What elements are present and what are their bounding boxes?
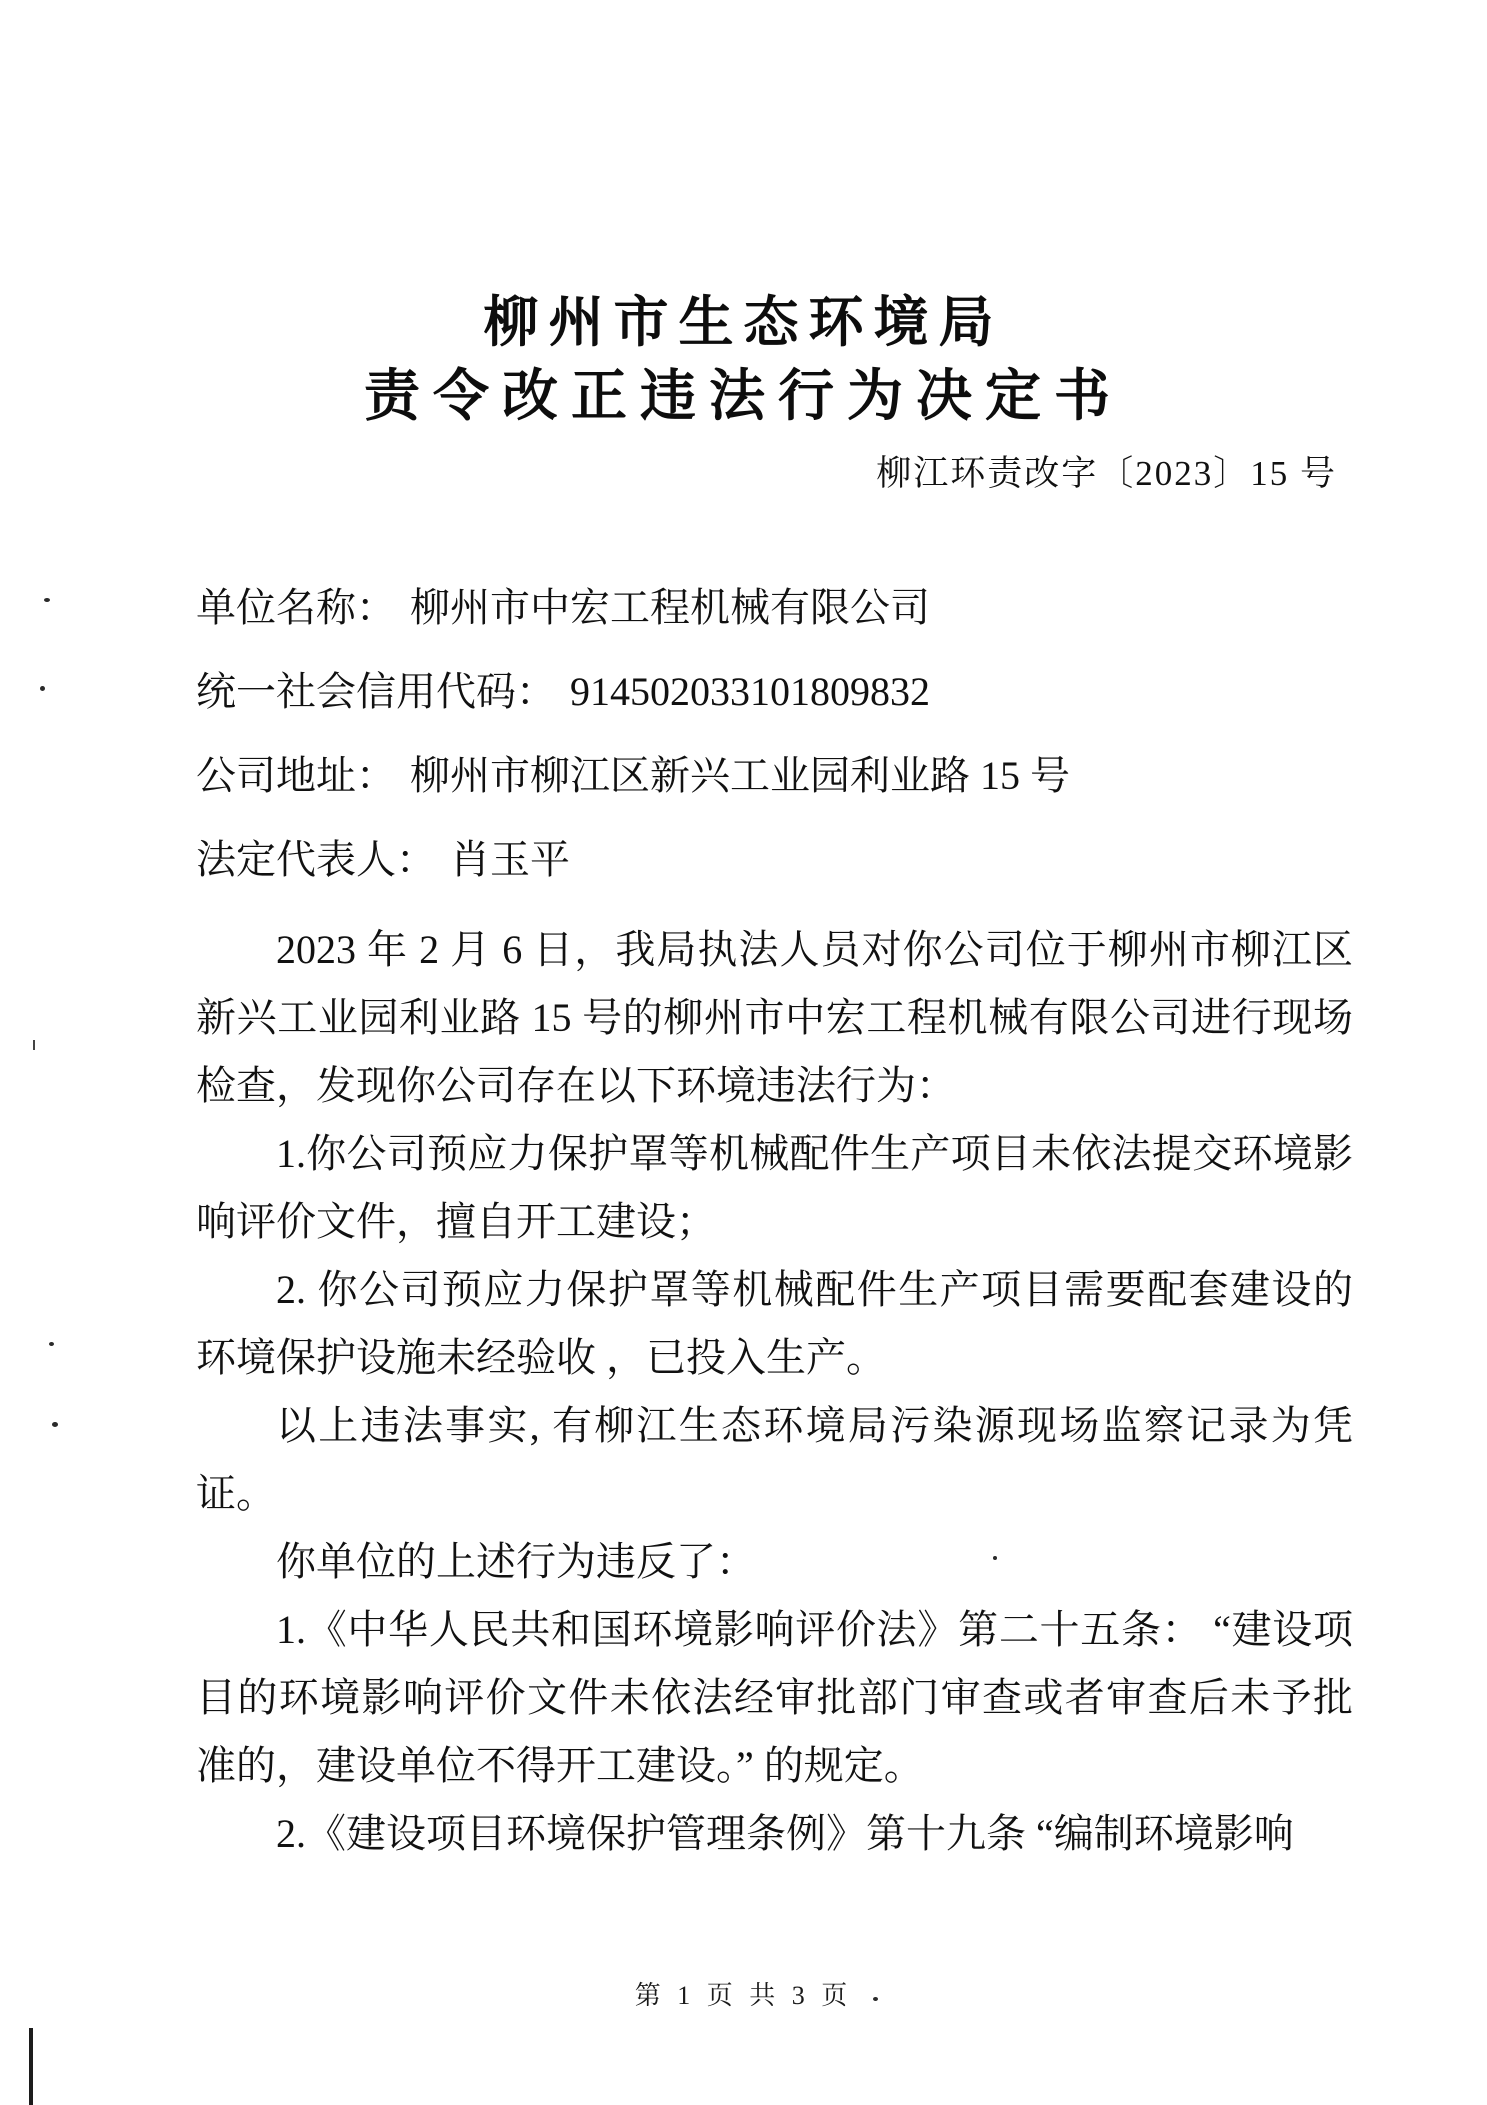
body-paragraph: 2. 你公司预应力保护罩等机械配件生产项目需要配套建设的环境保护设施未经验收 ，已投入生产。 [196,1267,1353,1380]
document-body [196,916,1353,1868]
body-paragraph: 1.《中华人民共和国环境影响评价法》第二十五条： “建设项目的环境影响评价文件未依法经审批部门审查或者审查后未予批准的，建设单位不得开工建设。” 的规定。 [196,1607,1353,1788]
field-company-address [196,734,1356,818]
scan-edge-artifact [29,2028,33,2105]
field-credit-code [196,650,1356,734]
scan-artifact [52,1422,58,1427]
scan-artifact [49,1342,54,1346]
page-number-indicator: 第 1 页 共 3 页 [634,1981,853,2010]
body-paragraph: 以上违法事实, 有柳江生态环境局污染源现场监察记录为凭证。 [196,1403,1353,1516]
field-label: 统一社会信用代码： [196,669,556,714]
field-value: 柳州市柳江区新兴工业园利业路 15 号 [410,753,1070,798]
field-label: 法定代表人： [196,837,436,882]
recipient-info [196,566,1356,902]
title-agency: 柳州市生态环境局 [483,291,1004,353]
field-value: 柳州市中宏工程机械有限公司 [410,585,930,630]
field-label: 公司地址： [196,753,396,798]
body-paragraph: 2.《建设项目环境保护管理条例》第十九条 “编制环境影响 [276,1811,1294,1856]
body-paragraph: 你单位的上述行为违反了： [276,1539,756,1584]
scan-artifact [993,1556,997,1560]
body-paragraph: 1.你公司预应力保护罩等机械配件生产项目未依法提交环境影响评价文件，擅自开工建设； [196,1131,1353,1244]
title-document-type: 责令改正违法行为决定书 [364,364,1123,427]
field-value: 914502033101809832 [570,669,930,714]
field-label: 单位名称： [196,585,396,630]
scan-artifact [44,598,50,602]
body-paragraph: 2023 年 2 月 6 日，我局执法人员对你公司位于柳州市柳江区新兴工业园利业路 15 号的柳州市中宏工程机械有限公司进行现场检查，发现你公司存在以下环境违法行为： [196,927,1353,1108]
scan-artifact [873,1997,878,2001]
scan-artifact [40,686,45,691]
field-legal-representative [196,818,1356,902]
document-number: 柳江环责改字〔2023〕15 号 [876,454,1337,493]
scan-edge-artifact [33,1040,35,1050]
field-value: 肖玉平 [450,837,570,882]
field-unit-name [196,566,1356,650]
